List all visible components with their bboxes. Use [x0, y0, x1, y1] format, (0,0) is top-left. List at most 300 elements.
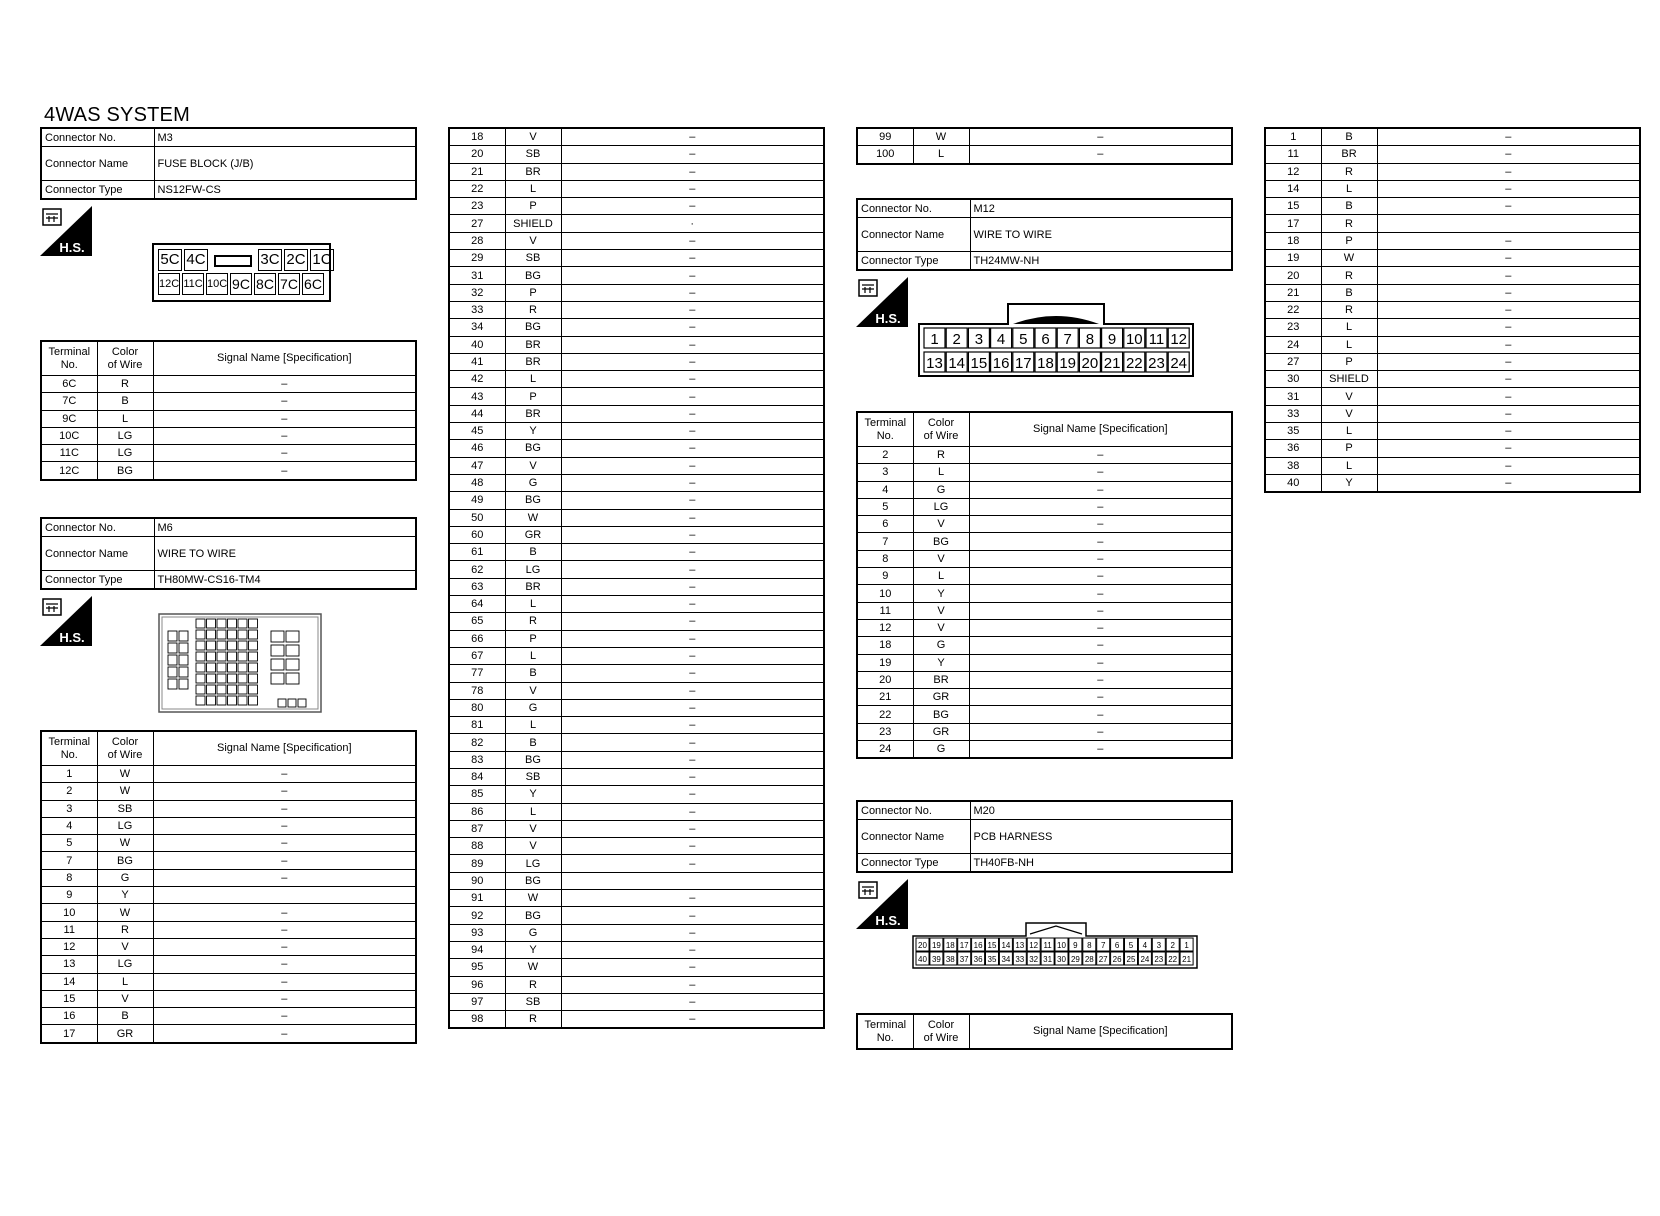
table-row [449, 924, 824, 941]
terminal-cell: 91 [449, 890, 505, 907]
table-row [857, 533, 1232, 550]
signal-cell: – [153, 1008, 416, 1025]
color-cell: L [1321, 336, 1377, 353]
table-row [41, 817, 416, 834]
table-row [1265, 353, 1640, 370]
pin-box [179, 667, 188, 677]
terminal-cell: 65 [449, 613, 505, 630]
signal-cell: – [561, 699, 824, 716]
signal-cell: – [1377, 128, 1640, 146]
color-cell: LG [913, 498, 969, 515]
color-cell: L [505, 647, 561, 664]
pin-box [217, 696, 226, 705]
table-row [449, 561, 824, 578]
table-row [449, 768, 824, 785]
table-row [449, 682, 824, 699]
color-cell: SHIELD [505, 215, 561, 232]
color-cell: V [505, 682, 561, 699]
pin-box [286, 631, 299, 642]
table-row [1265, 180, 1640, 197]
signal-cell: – [969, 585, 1232, 602]
color-cell: SHIELD [1321, 371, 1377, 388]
terminal-cell: 84 [449, 768, 505, 785]
color-cell: R [505, 301, 561, 318]
terminal-cell: 34 [449, 319, 505, 336]
table-row [41, 1025, 416, 1043]
color-cell: V [505, 457, 561, 474]
signal-cell: – [561, 250, 824, 267]
table-row [449, 163, 824, 180]
terminal-cell: 47 [449, 457, 505, 474]
pin-label: 5 [1128, 941, 1134, 950]
color-cell: G [913, 741, 969, 759]
pin-label: 19 [931, 941, 941, 950]
pin-label: 35 [987, 955, 997, 964]
color-cell: V [97, 990, 153, 1007]
signal-cell: – [561, 198, 824, 215]
terminal-cell: 67 [449, 647, 505, 664]
signal-cell: – [561, 423, 824, 440]
signal-cell: – [1377, 405, 1640, 422]
color-cell: W [97, 766, 153, 783]
connector-type-value: TH80MW-CS16-TM4 [154, 571, 416, 590]
signal-cell: – [561, 163, 824, 180]
pin-box [207, 652, 216, 661]
pin-label: 2C [284, 249, 308, 271]
color-cell: BG [505, 751, 561, 768]
signal-cell: – [1377, 371, 1640, 388]
terminal-cell: 20 [1265, 267, 1321, 284]
color-cell: Y [505, 941, 561, 958]
color-cell: R [505, 1011, 561, 1029]
terminal-cell: 36 [1265, 440, 1321, 457]
table-row [449, 665, 824, 682]
pin-box [196, 696, 205, 705]
signal-cell: – [969, 568, 1232, 585]
table-row [857, 706, 1232, 723]
pin-label: 13 [1015, 941, 1025, 950]
table-row [449, 336, 824, 353]
color-cell: BR [505, 336, 561, 353]
terminal-cell: 7 [41, 852, 97, 869]
pin-box [196, 663, 205, 672]
pin-box [271, 645, 284, 656]
color-cell: W [97, 904, 153, 921]
table-row [857, 585, 1232, 602]
color-cell: W [505, 890, 561, 907]
color-cell: R [913, 447, 969, 464]
signal-cell: – [561, 717, 824, 734]
table-row [1265, 474, 1640, 492]
pin-label: 12 [1170, 331, 1188, 348]
signal-cell: – [153, 800, 416, 817]
signal-cell: – [969, 637, 1232, 654]
pin-box [249, 685, 258, 694]
table-row [41, 835, 416, 852]
pin-box [249, 630, 258, 639]
signal-cell: – [561, 353, 824, 370]
color-cell: R [1321, 215, 1377, 232]
terminal-cell: 66 [449, 630, 505, 647]
color-cell: P [505, 630, 561, 647]
pin-label: 14 [1001, 941, 1011, 950]
pin-box [238, 641, 247, 650]
pin-label: 10C [206, 273, 228, 295]
table-row [449, 128, 824, 146]
signal-cell: – [561, 959, 824, 976]
pin-box [238, 630, 247, 639]
terminal-cell: 23 [1265, 319, 1321, 336]
signal-cell: – [561, 319, 824, 336]
table-row [857, 602, 1232, 619]
signal-cell: – [1377, 336, 1640, 353]
svg-text:H.S.: H.S. [59, 630, 85, 645]
terminal-cell: 22 [857, 706, 913, 723]
table-row [449, 198, 824, 215]
color-cell: R [1321, 267, 1377, 284]
signal-cell: – [561, 440, 824, 457]
table-row [857, 464, 1232, 481]
terminal-cell: 22 [449, 180, 505, 197]
terminal-header: Terminal No. [857, 1014, 913, 1049]
terminal-cell: 13 [41, 956, 97, 973]
terminal-cell: 86 [449, 803, 505, 820]
table-row [449, 751, 824, 768]
table-row [449, 613, 824, 630]
pin-box [196, 674, 205, 683]
connector-name-label: Connector Name [857, 218, 970, 252]
table-row [41, 904, 416, 921]
table-row [857, 741, 1232, 759]
table-row [449, 353, 824, 370]
pin-label: 20 [1081, 355, 1099, 372]
table-row [1265, 215, 1640, 232]
color-cell: BG [505, 440, 561, 457]
terminal-cell: 20 [449, 146, 505, 163]
table-row [41, 393, 416, 410]
signal-cell: – [969, 498, 1232, 515]
terminal-cell: 10 [857, 585, 913, 602]
color-cell: Y [1321, 474, 1377, 492]
pin-box [217, 641, 226, 650]
color-cell: SB [97, 800, 153, 817]
pin-box [228, 652, 237, 661]
terminal-cell: 24 [857, 741, 913, 759]
signal-cell: – [561, 232, 824, 249]
color-cell: GR [913, 689, 969, 706]
pin-box [271, 631, 284, 642]
terminal-cell: 6 [857, 516, 913, 533]
pin-label: 25 [1126, 955, 1136, 964]
signal-cell: – [153, 921, 416, 938]
color-cell: W [97, 835, 153, 852]
table-row [1265, 440, 1640, 457]
table-row [449, 959, 824, 976]
terminal-cell: 1 [1265, 128, 1321, 146]
color-cell: P [505, 284, 561, 301]
color-cell: BR [505, 578, 561, 595]
m12-connector-info [856, 198, 1233, 271]
harness-side-icon [856, 277, 908, 327]
color-cell: G [505, 474, 561, 491]
table-row [857, 146, 1232, 164]
pin-box [196, 619, 205, 628]
signal-cell: – [1377, 284, 1640, 301]
color-cell: Y [505, 786, 561, 803]
pin-label: 8 [1085, 331, 1095, 348]
table-row [1265, 336, 1640, 353]
pin-label: 10 [1125, 331, 1143, 348]
pin-box [207, 641, 216, 650]
pin-label: 3 [974, 331, 984, 348]
terminal-header: Terminal No. [41, 341, 97, 376]
table-row [449, 838, 824, 855]
pin-box [196, 641, 205, 650]
color-cell: BG [913, 706, 969, 723]
pin-label: 9 [1107, 331, 1117, 348]
color-cell: BR [913, 671, 969, 688]
pin-box [207, 630, 216, 639]
signal-cell: – [969, 741, 1232, 759]
color-cell: Y [913, 654, 969, 671]
svg-text:H.S.: H.S. [875, 913, 901, 928]
signal-cell: – [969, 671, 1232, 688]
pin-label: 4C [184, 249, 208, 271]
pin-label: 18 [1037, 355, 1054, 372]
harness-side-icon [40, 596, 92, 646]
signal-cell: – [561, 578, 824, 595]
signal-cell: – [561, 630, 824, 647]
pin-label: 34 [1001, 955, 1011, 964]
table-row [449, 371, 824, 388]
svg-text:H.S.: H.S. [875, 311, 901, 326]
table-row [449, 509, 824, 526]
signal-cell: – [1377, 163, 1640, 180]
terminal-cell: 22 [1265, 301, 1321, 318]
signal-cell: – [153, 835, 416, 852]
signal-cell: – [561, 838, 824, 855]
color-cell: P [505, 198, 561, 215]
terminal-cell: 49 [449, 492, 505, 509]
color-cell: V [505, 128, 561, 146]
terminal-cell: 8 [41, 869, 97, 886]
signal-cell: – [1377, 440, 1640, 457]
terminal-cell: 29 [449, 250, 505, 267]
table-row [449, 578, 824, 595]
pin-box [217, 630, 226, 639]
color-cell: L [913, 568, 969, 585]
signal-cell: – [969, 689, 1232, 706]
color-cell: R [97, 921, 153, 938]
signal-header: Signal Name [Specification] [969, 1014, 1232, 1049]
color-cell: B [1321, 128, 1377, 146]
signal-cell: – [561, 561, 824, 578]
signal-cell [153, 887, 416, 904]
pin-label: 40 [918, 955, 927, 964]
terminal-cell: 95 [449, 959, 505, 976]
terminal-cell: 87 [449, 820, 505, 837]
pin-label: 12 [1029, 941, 1039, 950]
table-row [449, 630, 824, 647]
terminal-cell: 20 [857, 671, 913, 688]
pin-label: 21 [1103, 355, 1121, 372]
terminal-cell: 81 [449, 717, 505, 734]
table-row [857, 619, 1232, 636]
pin-box [207, 674, 216, 683]
pin-label: 2 [952, 331, 961, 348]
pin-box [278, 699, 286, 707]
pin-box [288, 699, 296, 707]
terminal-cell: 89 [449, 855, 505, 872]
pin-label: 10 [1057, 941, 1066, 950]
table-row [41, 938, 416, 955]
terminal-cell: 83 [449, 751, 505, 768]
terminal-cell: 64 [449, 596, 505, 613]
color-cell: V [1321, 405, 1377, 422]
signal-cell: – [561, 301, 824, 318]
signal-cell: – [561, 146, 824, 163]
color-cell: SB [505, 768, 561, 785]
terminal-cell: 93 [449, 924, 505, 941]
color-cell: B [97, 1008, 153, 1025]
table-row [449, 146, 824, 163]
signal-cell: – [561, 267, 824, 284]
color-cell: L [505, 371, 561, 388]
color-cell: R [505, 613, 561, 630]
terminal-cell: 3 [857, 464, 913, 481]
pin-box [228, 641, 237, 650]
m12-terminal-table [856, 411, 1233, 759]
signal-cell: – [153, 904, 416, 921]
connector-type-label: Connector Type [857, 854, 970, 873]
m3-connector-face [152, 243, 331, 302]
pin-label: 15 [987, 941, 997, 950]
color-cell: BG [97, 852, 153, 869]
color-cell: G [913, 637, 969, 654]
table-row [1265, 128, 1640, 146]
pin-box [249, 663, 258, 672]
signal-cell: – [969, 447, 1232, 464]
signal-cell: – [561, 509, 824, 526]
signal-cell: – [153, 766, 416, 783]
signal-cell: – [561, 474, 824, 491]
signal-cell: – [561, 890, 824, 907]
pin-label: 5C [158, 249, 182, 271]
signal-cell: – [1377, 180, 1640, 197]
pin-box [238, 685, 247, 694]
terminal-cell: 61 [449, 544, 505, 561]
pin-label: 13 [926, 355, 943, 372]
terminal-cell: 12C [41, 462, 97, 480]
pin-label: 38 [945, 955, 955, 964]
signal-cell: – [1377, 319, 1640, 336]
pin-label: 6 [1114, 941, 1120, 950]
pin-label: 1 [930, 331, 939, 348]
table-row [449, 890, 824, 907]
pin-box [168, 679, 177, 689]
signal-cell: – [153, 1025, 416, 1043]
connector-type-label: Connector Type [857, 252, 970, 271]
connector-name-value: WIRE TO WIRE [154, 537, 416, 571]
terminal-cell: 19 [857, 654, 913, 671]
connector-type-value: TH24MW-NH [970, 252, 1232, 271]
pin-box [249, 674, 258, 683]
color-cell: GR [97, 1025, 153, 1043]
terminal-cell: 11 [1265, 146, 1321, 163]
color-header: Color of Wire [913, 412, 969, 447]
table-row [449, 457, 824, 474]
table-row [41, 445, 416, 462]
terminal-cell: 63 [449, 578, 505, 595]
color-cell: W [505, 509, 561, 526]
table-row [449, 1011, 824, 1029]
signal-cell: – [561, 544, 824, 561]
connector-no-value: M3 [154, 128, 416, 147]
pin-box [179, 655, 188, 665]
color-cell: Y [913, 585, 969, 602]
pin-box [207, 619, 216, 628]
signal-cell: – [561, 128, 824, 146]
signal-cell: – [561, 786, 824, 803]
color-cell: LG [505, 855, 561, 872]
signal-cell: – [1377, 250, 1640, 267]
table-row [449, 180, 824, 197]
connector-no-label: Connector No. [857, 199, 970, 218]
terminal-cell: 80 [449, 699, 505, 716]
table-row [449, 405, 824, 422]
pin-label: 16 [973, 941, 983, 950]
pin-label: 7 [1063, 331, 1072, 348]
signal-cell: – [969, 146, 1232, 164]
pin-box [196, 630, 205, 639]
pin-box [271, 659, 284, 670]
terminal-cell: 46 [449, 440, 505, 457]
table-row [41, 766, 416, 783]
terminal-cell: 98 [449, 1011, 505, 1029]
color-cell: LG [505, 561, 561, 578]
terminal-cell: 5 [857, 498, 913, 515]
terminal-cell: 15 [1265, 198, 1321, 215]
table-row [449, 786, 824, 803]
table-row [449, 423, 824, 440]
pin-label: 21 [1182, 955, 1192, 964]
terminal-cell: 23 [449, 198, 505, 215]
pin-label: 39 [931, 955, 941, 964]
color-cell: LG [97, 817, 153, 834]
table-row [449, 647, 824, 664]
color-header: Color of Wire [97, 341, 153, 376]
color-cell: G [913, 481, 969, 498]
signal-cell: – [561, 941, 824, 958]
pin-label: 22 [1168, 955, 1178, 964]
table-row [449, 284, 824, 301]
terminal-cell: 88 [449, 838, 505, 855]
terminal-cell: 12 [41, 938, 97, 955]
pin-box [228, 685, 237, 694]
pin-box [228, 696, 237, 705]
connector-name-value: PCB HARNESS [970, 820, 1232, 854]
color-cell: G [505, 699, 561, 716]
table-row [1265, 250, 1640, 267]
signal-cell: – [1377, 146, 1640, 163]
terminal-cell: 21 [1265, 284, 1321, 301]
color-cell: R [1321, 301, 1377, 318]
m6-terminal-table-continued-2 [856, 127, 1233, 165]
table-row [449, 301, 824, 318]
color-cell: L [1321, 319, 1377, 336]
pin-label: 27 [1098, 955, 1108, 964]
signal-header: Signal Name [Specification] [153, 341, 416, 376]
